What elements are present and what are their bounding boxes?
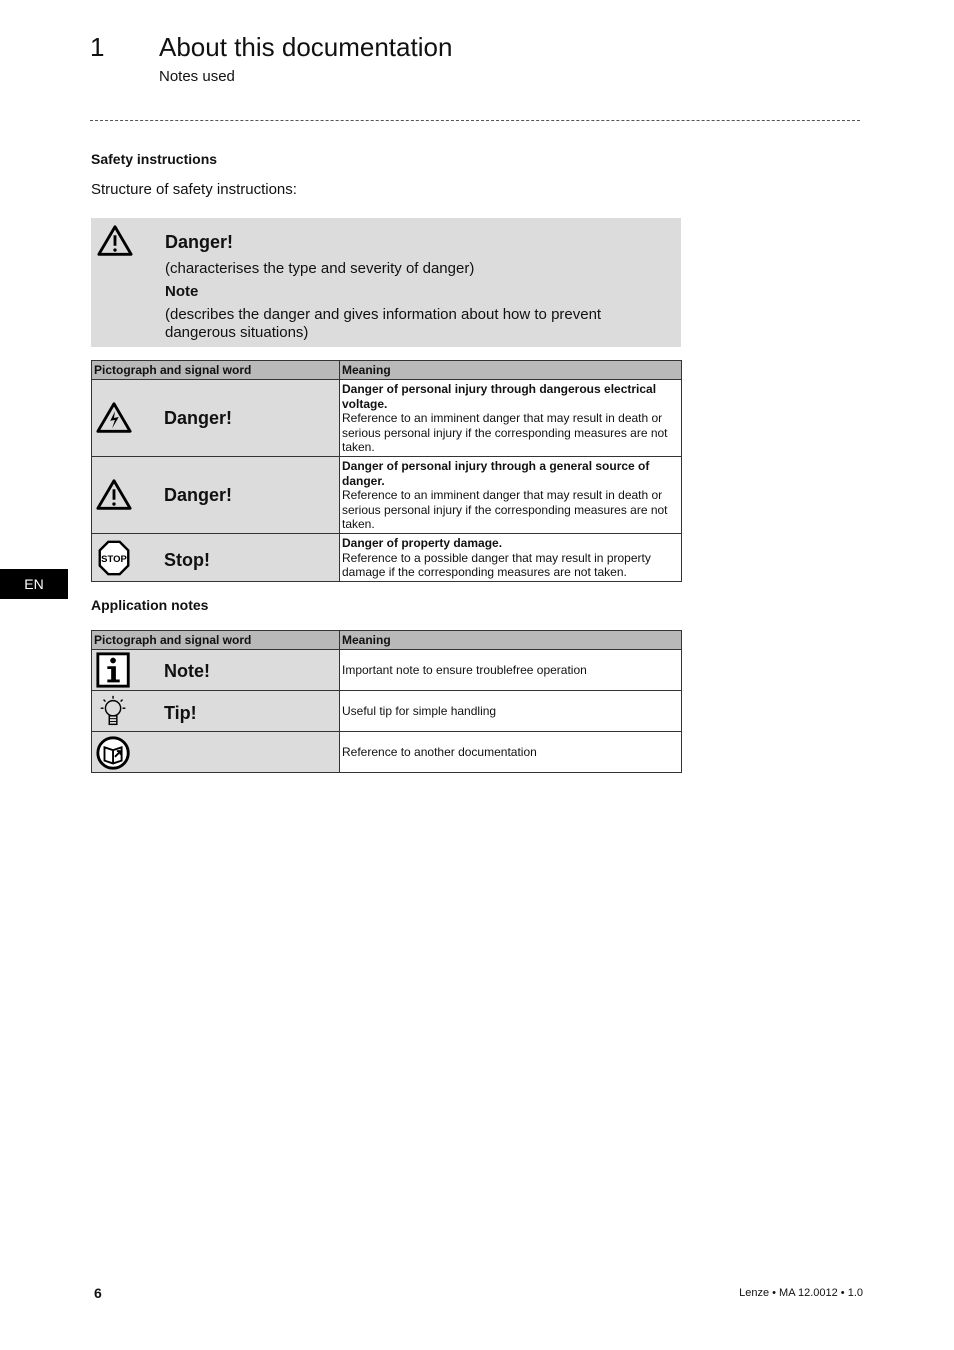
- page-number: 6: [94, 1285, 102, 1301]
- table-row: [92, 457, 682, 534]
- application-notes-table: [91, 630, 682, 773]
- meaning-cell: [340, 650, 682, 691]
- chapter-title: About this documentation: [159, 32, 453, 62]
- column-header-meaning: Meaning: [340, 361, 682, 380]
- section-subtitle: Notes used: [159, 68, 235, 85]
- table-row: [92, 732, 682, 773]
- meaning-text: Important note to ensure troublefree operation: [342, 663, 587, 678]
- column-header-meaning: Meaning: [340, 631, 682, 650]
- signal-word: Tip!: [164, 703, 197, 723]
- meaning-text: Reference to a possible danger that may result in property damage if the corresponding measures are not taken.: [342, 550, 651, 580]
- pictograph-cell: [92, 533, 340, 581]
- info-icon: [95, 652, 133, 688]
- meaning-cell: [340, 533, 682, 581]
- example-note-label: Note: [165, 283, 199, 300]
- table-row: [92, 533, 682, 581]
- signal-word: Stop!: [164, 549, 210, 570]
- safety-instructions-heading: Safety instructions: [91, 151, 218, 167]
- pictograph-cell: [92, 650, 340, 691]
- language-tab: EN: [0, 569, 68, 599]
- column-header-pictograph: Pictograph and signal word: [92, 361, 340, 380]
- stop-sign-text: STOP: [101, 553, 127, 565]
- warning-triangle-icon: [96, 223, 134, 259]
- electrical-voltage-warning-icon: [95, 400, 133, 436]
- column-header-pictograph: Pictograph and signal word: [92, 631, 340, 650]
- pictograph-cell: [92, 691, 340, 732]
- chapter-number: 1: [90, 32, 105, 62]
- table-row: [92, 380, 682, 457]
- meaning-text: Reference to an imminent danger that may result in death or serious personal injury if the corresponding measures are not taken.: [342, 411, 668, 455]
- safety-intro-text: Structure of safety instructions:: [91, 181, 297, 198]
- documentation-reference-icon: [95, 735, 133, 771]
- meaning-title: Danger of property damage.: [342, 535, 503, 550]
- table-row: [92, 691, 682, 732]
- table-row: [92, 650, 682, 691]
- meaning-cell: [340, 691, 682, 732]
- example-danger-description: (characterises the type and severity of danger): [165, 260, 475, 277]
- pictograph-cell: [92, 457, 340, 534]
- signal-word: Danger!: [164, 408, 233, 428]
- lightbulb-tip-icon: [95, 694, 133, 730]
- pictograph-cell: [92, 732, 340, 773]
- meaning-title: Danger of personal injury through dangerous electrical voltage.: [342, 382, 657, 411]
- safety-instruction-example-box: [91, 218, 681, 347]
- application-notes-heading: Application notes: [91, 597, 209, 613]
- pictograph-cell: [92, 380, 340, 457]
- meaning-text: Useful tip for simple handling: [342, 704, 497, 719]
- header-divider: [90, 120, 860, 121]
- safety-instructions-table: [91, 360, 682, 582]
- example-note-text: (describes the danger and gives information about how to prevent dangerous situations): [165, 306, 602, 341]
- stop-sign-icon: [95, 540, 133, 576]
- signal-word: Danger!: [164, 485, 233, 505]
- meaning-cell: [340, 732, 682, 773]
- signal-word: Note!: [164, 661, 210, 681]
- document-reference: Lenze • MA 12.0012 • 1.0: [739, 1287, 863, 1299]
- table-header-row: [92, 631, 682, 650]
- table-header-row: [92, 361, 682, 380]
- meaning-text: Reference to an imminent danger that may result in death or serious personal injury if the corresponding measures are not taken.: [342, 488, 668, 532]
- meaning-cell: [340, 380, 682, 457]
- meaning-cell: [340, 457, 682, 534]
- meaning-text: Reference to another documentation: [342, 745, 537, 760]
- general-danger-warning-icon: [95, 477, 133, 513]
- meaning-title: Danger of personal injury through a general source of danger.: [342, 459, 650, 488]
- example-signal-word: Danger!: [165, 232, 234, 252]
